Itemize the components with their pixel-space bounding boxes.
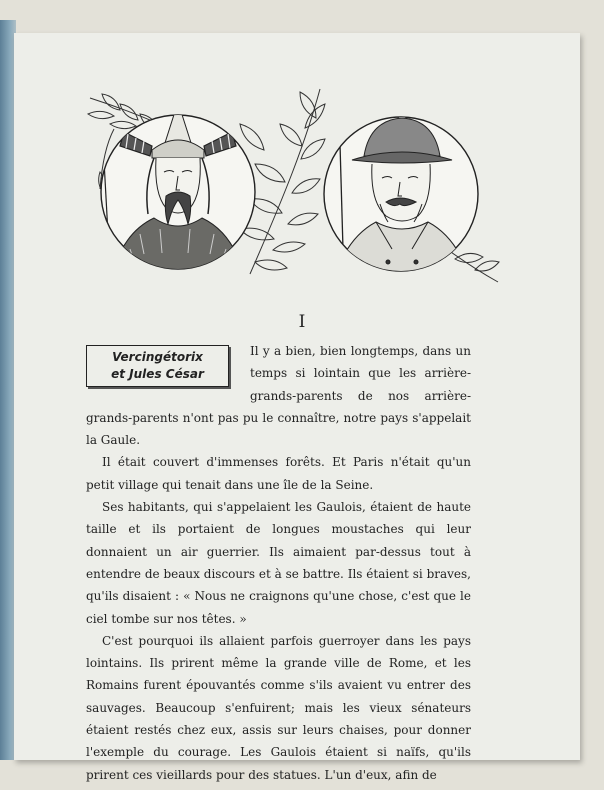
header-illustration bbox=[80, 84, 500, 284]
section-title-line2: et Jules César bbox=[111, 367, 204, 381]
paragraph: Il était couvert d'immenses forêts. Et Paris n'était qu'un petit village qui tenait dans une île de la Seine. bbox=[86, 455, 471, 492]
chapter-number: I bbox=[298, 312, 306, 332]
section-title-line1: Vercingétorix bbox=[112, 350, 203, 364]
vercingetorix-portrait bbox=[101, 102, 255, 284]
title-float-spacer bbox=[86, 340, 250, 406]
paragraph: C'est pourquoi ils allaient parfois guerroyer dans les pays lointains. Ils prirent même la grande ville de Rome, et les Romains furent épouvantés comme s'ils avaient vu entrer des sauvages. Beaucoup s'enfuirent; mais les vieux sénateurs étaient restés chez eux, assis sur leurs chaises, pour donner l'exemple du courage. Les Gaulois étaient si naïfs, qu'ils prirent ces vieillards pour des statues. L'un d'eux, afin de bbox=[86, 633, 471, 782]
body-text bbox=[86, 340, 471, 786]
paragraph: Ses habitants, qui s'appelaient les Gaulois, étaient de haute taille et ils portaient de longues moustaches qui leur donnaient un air guerrier. Ils aimaient par-dessus tout à entendre de beaux discours et à se battre. Ils étaient si braves, qu'ils disaient : « Nous ne craignons qu'une chose, c'est que le ciel tombe sur nos têtes. » bbox=[86, 500, 471, 626]
paragraph: Il y a bien, bien longtemps, dans un temps si lointain que les arrière-grands-parents de nos arrière-grands-parents n'ont pas pu le connaître, notre pays s'appelait la Gaule. bbox=[86, 344, 471, 448]
